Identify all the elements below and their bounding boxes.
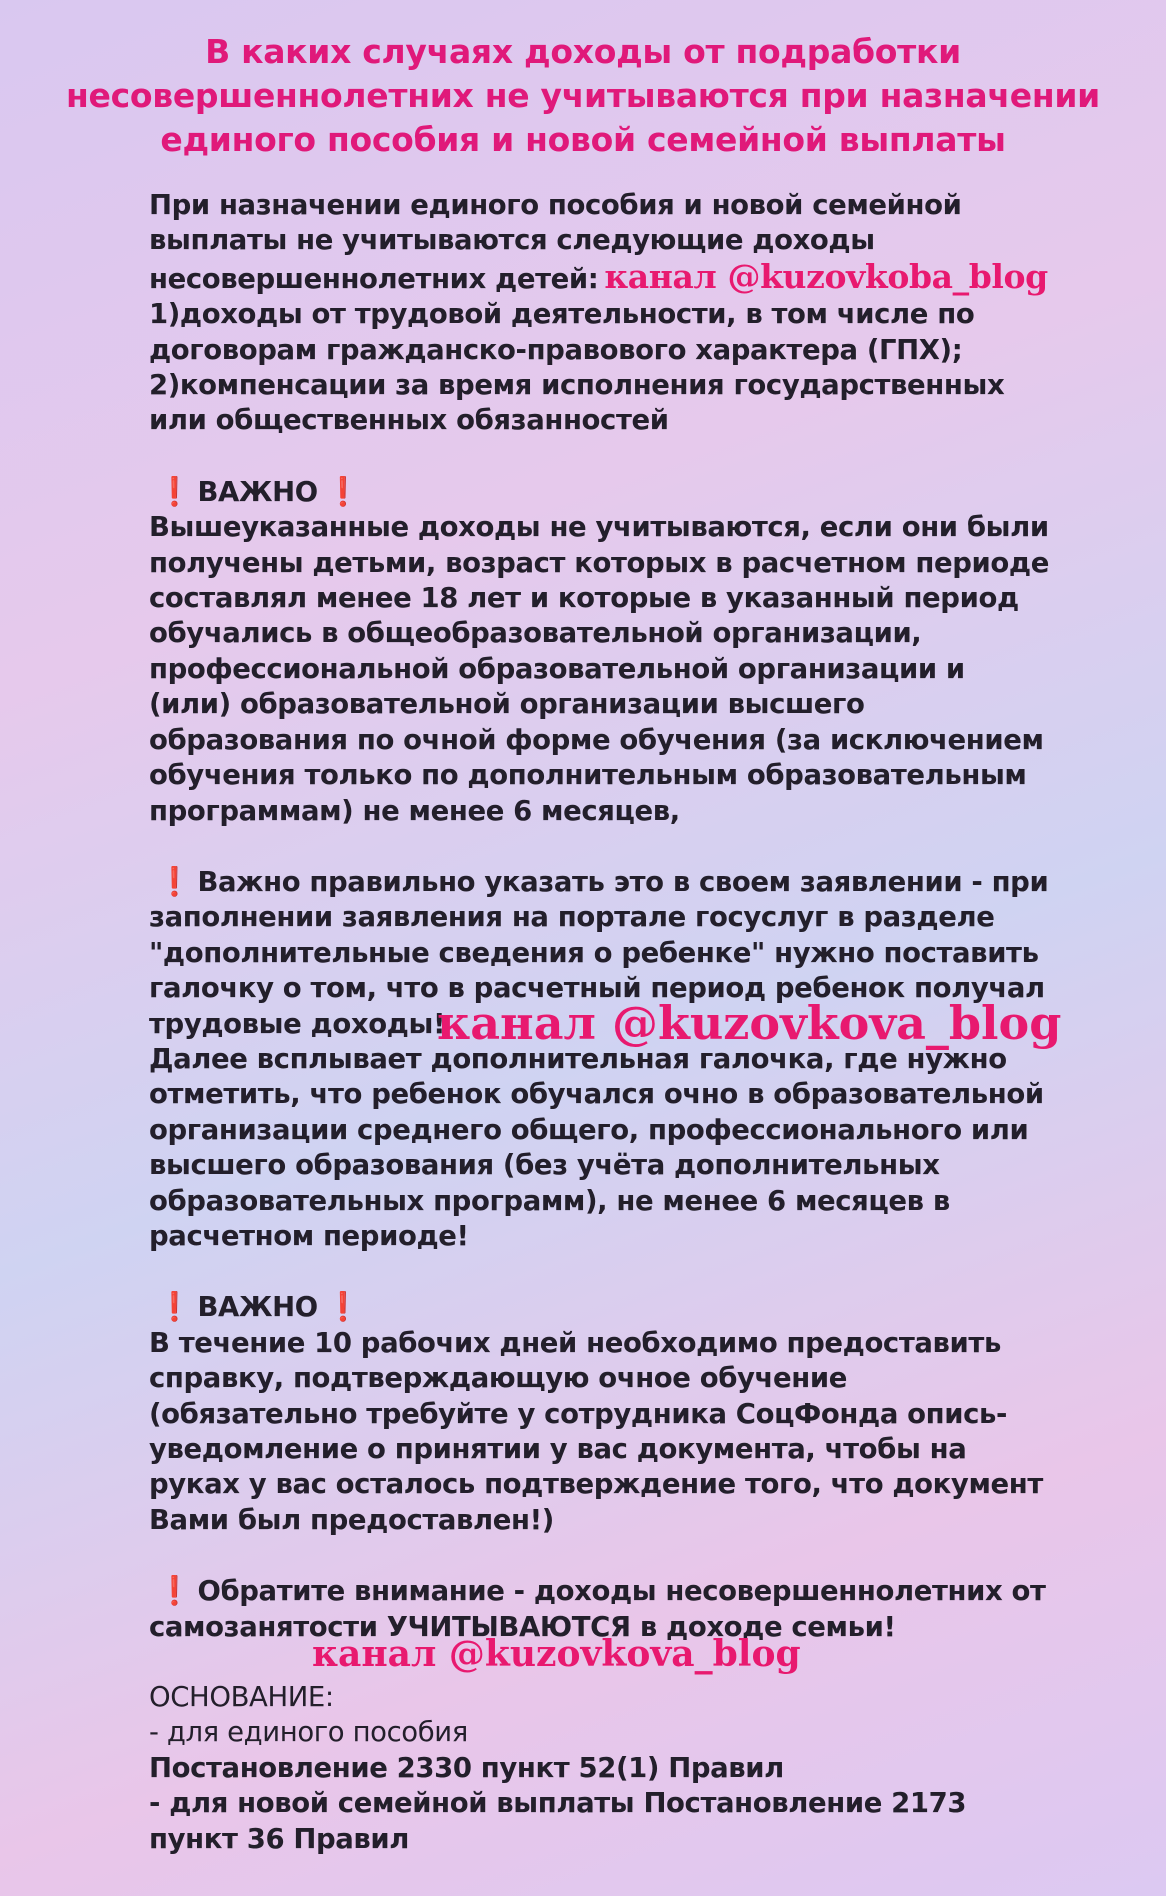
heading-text: ВАЖНО [197,1291,318,1324]
text-line: Обратите внимание - доходы несовершеннолетних от [197,1575,1046,1608]
text-line: образования по очной форме обучения (за исключением [149,723,1044,756]
text-line: 1)доходы от трудовой деятельности, в том числе по [149,298,975,331]
spacer [149,829,1049,864]
intro-section [149,188,1049,439]
text-line: программам) не менее 6 месяцев, [149,794,680,827]
page-title [40,30,1126,162]
text-line: обучались в общеобразовательной организации, [149,617,922,650]
text-line: организации среднего общего, профессионального или [149,1113,1029,1146]
text-line: - для единого пособия [149,1716,468,1749]
text-line: трудовые доходы! [149,1007,446,1040]
text-line-with-mark [149,1573,1049,1609]
heading-text: ВАЖНО [197,475,318,508]
text-line: заполнении заявления на портале госуслуг в разделе [149,901,995,934]
text-line: высшего образования (без учёта дополнительных [149,1149,940,1182]
important-section-1 [149,474,1049,829]
basis-section [149,1680,1049,1857]
exclamation-icon: ❗ [157,864,192,898]
important-heading [149,1289,1049,1325]
text-line: несовершеннолетних детей: [149,262,599,295]
channel-watermark: канал @kuzovkova_blog [437,996,1062,1050]
text-line: (обязательно требуйте у сотрудника СоцФонда опись- [149,1397,1008,1430]
text-line: самозанятости УЧИТЫВАЮТСЯ в доходе семьи! [149,1610,896,1643]
text-line: получены детьми, возраст которых в расчетном периоде [149,546,1049,579]
text-line: галочку о том, что в расчетный период ребенок получал [149,972,1045,1005]
important-heading [149,474,1049,510]
text-line-with-mark [149,864,1049,900]
text-line: выплаты не учитываются следующие доходы [149,224,875,257]
text-line: образовательных программ), не менее 6 месяцев в [149,1184,950,1217]
text-line-with-watermark [149,256,1049,297]
text-line: При назначении единого пособия и новой семейной [149,189,962,221]
title-line: В каких случаях доходы от подработки [205,32,961,71]
text-line: составлял менее 18 лет и которые в указанный период [149,582,1019,615]
exclamation-icon: ❗ [325,1290,361,1324]
title-line: несовершеннолетних не учитываются при назначении [66,76,1100,115]
text-line: Вышеуказанные доходы не учитываются, если они были [149,511,1049,544]
text-line: - для новой семейной выплаты Постановление 2173 [149,1787,967,1820]
text-line: отметить, что ребенок обучался очно в образовательной [149,1078,1044,1111]
spacer [149,1254,1049,1289]
text-line: руках у вас осталось подтверждение того, что документ [149,1468,1043,1501]
text-line: профессиональной образовательной организации и [149,652,965,685]
text-line: Постановление 2330 пункт 52(1) Правил [149,1751,784,1784]
channel-watermark: канал @kuzovkova_blog [312,1633,801,1675]
channel-watermark: канал @kuzovkoba_blog [604,256,1048,296]
text-line: уведомление о принятии у вас документа, чтобы на [149,1433,967,1465]
text-line: пункт 36 Правил [149,1822,410,1855]
text-line: В течение 10 рабочих дней необходимо предоставить [149,1326,1001,1359]
important-section-2 [149,1289,1049,1538]
text-line: Вами был предоставлен!) [149,1503,554,1536]
text-line: справку, подтверждающую очное обучение [149,1362,848,1395]
text-line: обучения только по дополнительным образовательным [149,759,1027,792]
exclamation-icon: ❗ [157,1290,192,1324]
spacer [149,439,1049,474]
text-line: или общественных обязанностей [149,404,669,437]
text-line: Важно правильно указать это в своем заявлении - при [197,865,1049,898]
text-line: договорам гражданско-правового характера (ГПХ); [149,333,963,366]
title-line: единого пособия и новой семейной выплаты [160,120,1006,159]
spacer [149,1538,1049,1573]
text-line: 2)компенсации за время исполнения государственных [149,369,1005,402]
exclamation-icon: ❗ [157,1574,192,1608]
application-section [149,864,1049,1254]
text-line: "дополнительные сведения о ребенке" нужно поставить [149,936,1039,969]
text-line: расчетном периоде! [149,1219,469,1252]
basis-heading: ОСНОВАНИЕ: [149,1681,334,1714]
text-line: Далее всплывает дополнительная галочка, где нужно [149,1042,1007,1075]
text-line: (или) образовательной организации высшего [149,688,865,721]
exclamation-icon: ❗ [325,474,361,508]
exclamation-icon: ❗ [157,474,192,508]
